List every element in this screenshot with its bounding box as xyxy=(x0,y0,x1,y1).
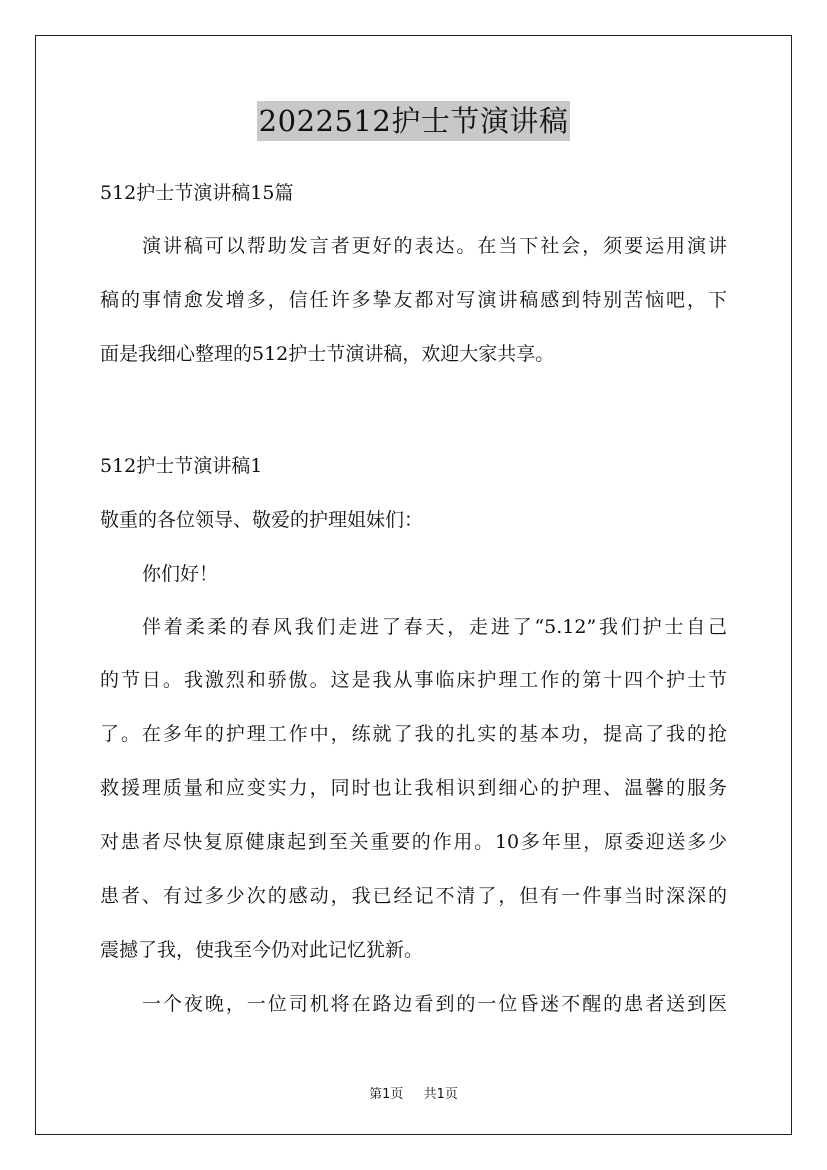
paragraph-line: 对患者尽快复原健康起到至关重要的作用。10多年里，原委迎送多少 xyxy=(100,831,727,853)
paragraph-line: 的节日。我激烈和骄傲。这是我从事临床护理工作的第十四个护士节 xyxy=(100,669,727,691)
paragraph-line: 伴着柔柔的春风我们走进了春天，走进了“5.12”我们护士自己 xyxy=(142,616,727,638)
paragraph-line: 患者、有过多少次的感动，我已经记不清了，但有一件事当时深深的 xyxy=(100,885,727,907)
salutation-line: 敬重的各位领导、敬爱的护理姐妹们： xyxy=(100,509,424,531)
paragraph-line: 稿的事情愈发增多，信任许多挚友都对写演讲稿感到特别苦恼吧，下 xyxy=(100,289,727,311)
paragraph-line: 演讲稿可以帮助发言者更好的表达。在当下社会，须要运用演讲 xyxy=(142,235,727,257)
document-title: 2022512护士节演讲稿 xyxy=(257,101,571,141)
page-total: 共1页 xyxy=(423,1087,458,1102)
paragraph-line: 救援理质量和应变实力，同时也让我相识到细心的护理、温馨的服务 xyxy=(100,777,727,799)
paragraph-line: 一个夜晚，一位司机将在路边看到的一位昏迷不醒的患者送到医 xyxy=(142,993,727,1015)
page-number: 第1页 xyxy=(369,1087,404,1102)
paragraph-line: 了。在多年的护理工作中，练就了我的扎实的基本功，提高了我的抢 xyxy=(100,723,727,745)
title-container xyxy=(0,101,827,141)
subtitle-line: 512护士节演讲稿15篇 xyxy=(100,182,294,204)
page-footer xyxy=(0,1083,827,1102)
section-heading: 512护士节演讲稿1 xyxy=(100,455,263,477)
paragraph-line: 震撼了我，使我至今仍对此记忆犹新。 xyxy=(100,939,424,961)
greeting-line: 你们好！ xyxy=(142,563,219,585)
paragraph-line: 面是我细心整理的512护士节演讲稿，欢迎大家共享。 xyxy=(100,343,555,365)
